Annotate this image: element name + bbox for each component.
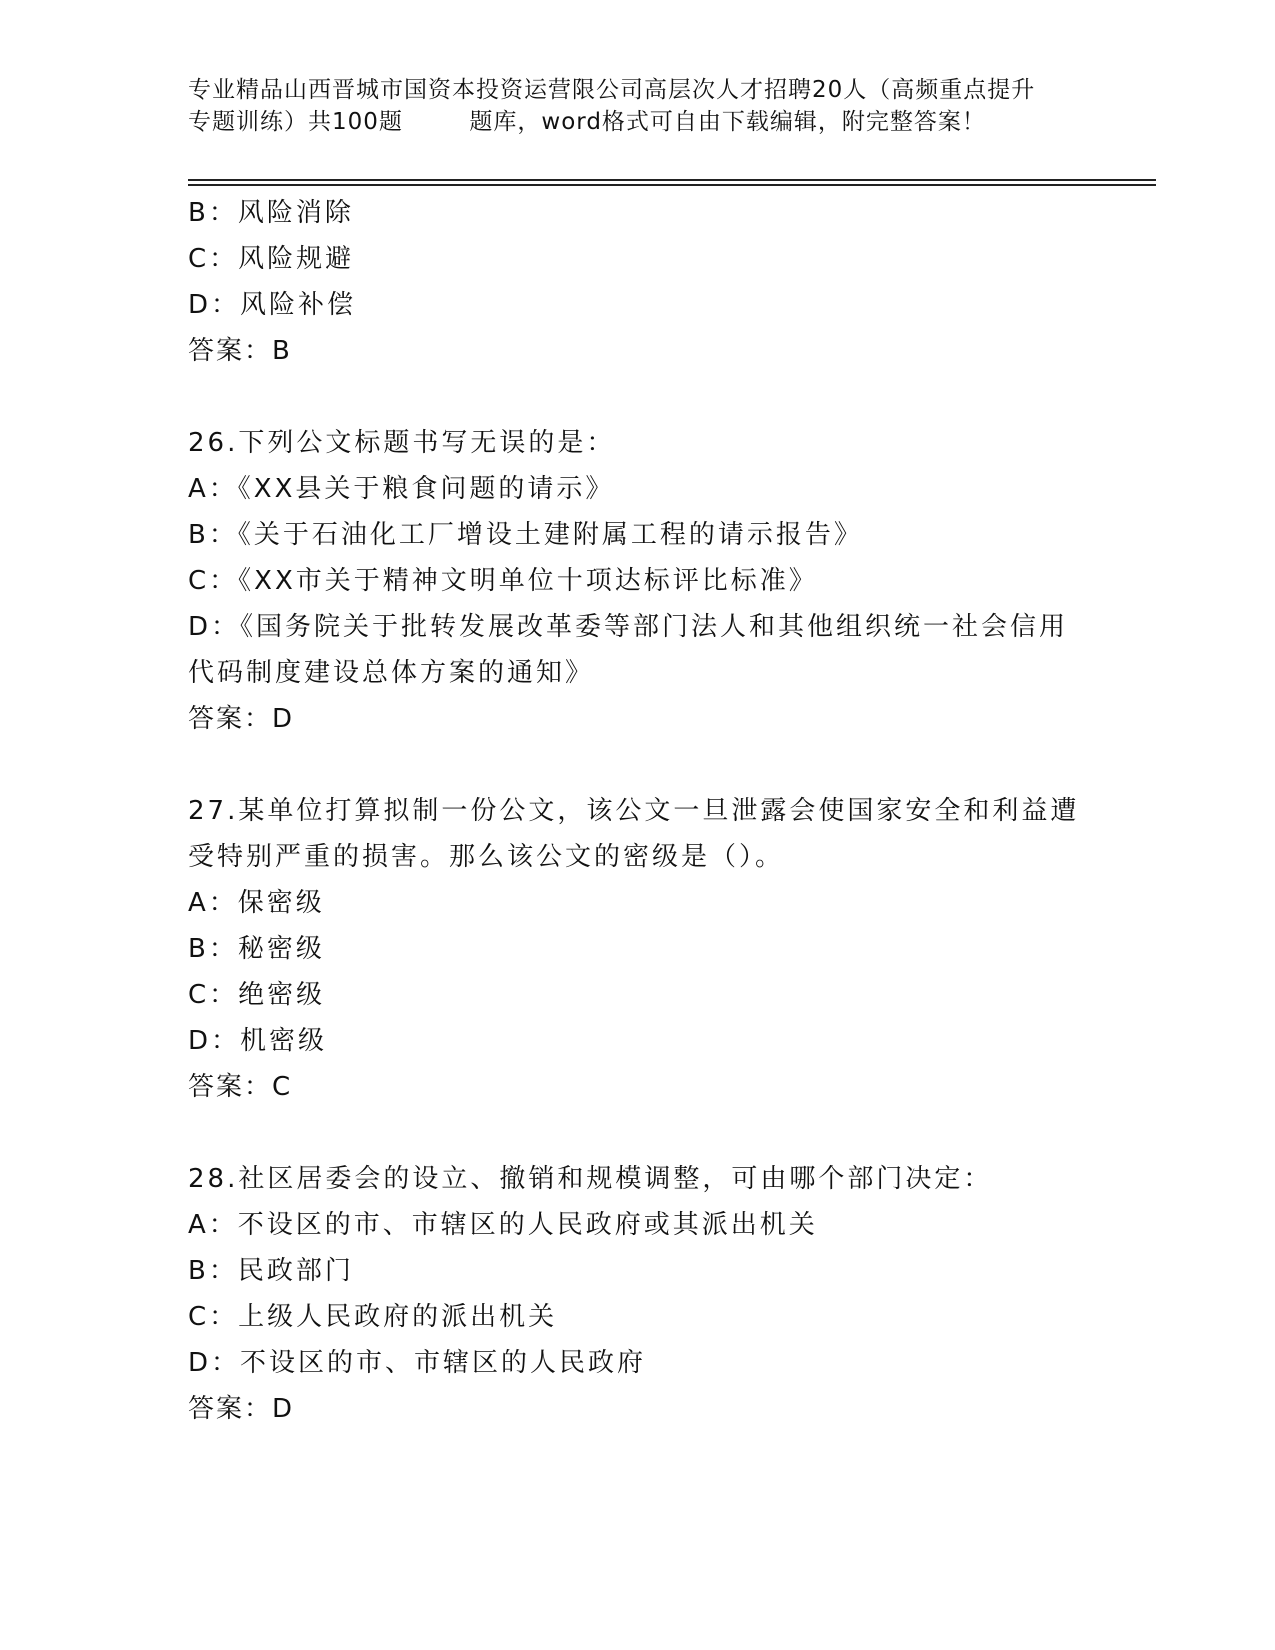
header-title-line-1: 专业精品山西晋城市国资本投资运营限公司高层次人才招聘20人（高频重点提升 xyxy=(188,77,1036,103)
question-27 xyxy=(188,788,1088,1110)
option-a: A：保密级 xyxy=(188,888,325,918)
answer-line: 答案：D xyxy=(188,704,295,734)
question-28 xyxy=(188,1156,1088,1432)
header-divider-bottom xyxy=(188,184,1156,186)
header-divider-top xyxy=(188,179,1156,181)
spacer xyxy=(188,742,1088,788)
option-c: C：绝密级 xyxy=(188,980,326,1010)
option-a: A：《XX县关于粮食问题的请示》 xyxy=(188,474,615,504)
question-26 xyxy=(188,420,1088,742)
header-title-line-2: 专题训练）共100题 题库，word格式可自由下载编辑，附完整答案！ xyxy=(188,109,986,135)
question-content xyxy=(188,190,1088,1432)
question-text: 27.某单位打算拟制一份公文，该公文一旦泄露会使国家安全和利益遭受特别严重的损害。那么该公文的密级是（）。 xyxy=(188,796,1080,872)
option-d: D：风险补偿 xyxy=(188,290,357,320)
option-d: D：不设区的市、市辖区的人民政府 xyxy=(188,1348,647,1378)
spacer xyxy=(188,374,1088,420)
page-header xyxy=(188,74,1088,138)
option-b: B：民政部门 xyxy=(188,1256,354,1286)
question-text: 26.下列公文标题书写无误的是： xyxy=(188,428,616,458)
option-b: B：风险消除 xyxy=(188,198,354,228)
option-c: C：上级人民政府的派出机关 xyxy=(188,1302,558,1332)
answer-line: 答案：D xyxy=(188,1394,295,1424)
option-b: B：秘密级 xyxy=(188,934,325,964)
option-b: B：《关于石油化工厂增设土建附属工程的请示报告》 xyxy=(188,520,863,550)
question-25-tail xyxy=(188,190,1088,374)
option-a: A：不设区的市、市辖区的人民政府或其派出机关 xyxy=(188,1210,818,1240)
option-d: D：《国务院关于批转发展改革委等部门法人和其他组织统一社会信用代码制度建设总体方案的通知》 xyxy=(188,612,1069,688)
option-d: D：机密级 xyxy=(188,1026,328,1056)
option-c: C：《XX市关于精神文明单位十项达标评比标准》 xyxy=(188,566,818,596)
answer-line: 答案：B xyxy=(188,336,292,366)
answer-line: 答案：C xyxy=(188,1072,293,1102)
question-text: 28.社区居委会的设立、撤销和规模调整，可由哪个部门决定： xyxy=(188,1164,993,1194)
spacer xyxy=(188,1110,1088,1156)
option-c: C：风险规避 xyxy=(188,244,355,274)
